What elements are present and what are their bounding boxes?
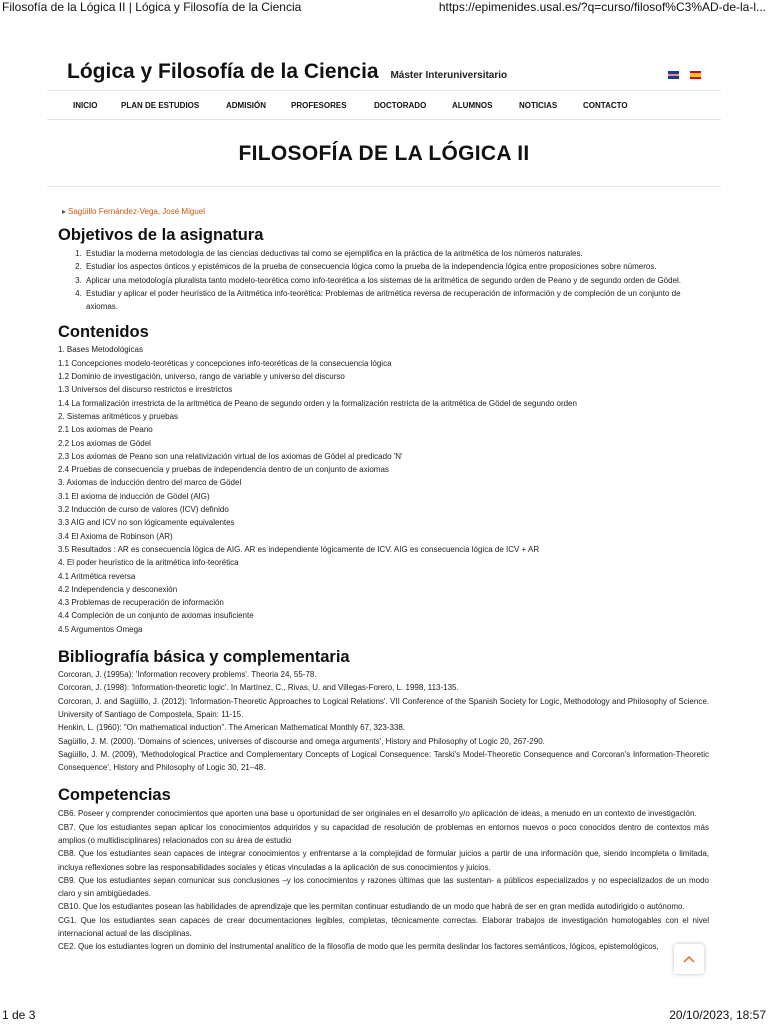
- list-item: 2.3 Los axiomas de Peano son una relativización virtual de los axiomas de Gödel al predicado 'N': [58, 451, 403, 461]
- list-item: Corcoran, J. and Sagüillo, J. (2012): 'Information-Theoretic Approaches to Logical Relations'. VII Conference of the Spanish Society for Logic, Methodology and Philosophy of Science. University of Santiago de Compostela, Spain: 11-15.: [58, 696, 709, 719]
- nav-item-contacto[interactable]: CONTACTO: [583, 100, 628, 110]
- print-header: [0, 0, 768, 16]
- list-item: 3.4 El Axioma de Robinson (AR): [58, 531, 173, 541]
- list-item: 3.2 Inducción de curso de valores (ICV) definido: [58, 505, 229, 515]
- list-item: 3.5 Resultados : AR es consecuencia lógica de AIG. AR es independiente lógicamente de ICV. AIG es consecuencia lógica de ICV + AR: [58, 544, 540, 554]
- section-competencias: [58, 786, 709, 953]
- site-title-text[interactable]: Lógica y Filosofía de la Ciencia: [67, 60, 379, 83]
- list-item: 1.3 Universos del discurso restrictos e irrestrictos: [58, 385, 233, 395]
- list-item: Henkin, L. (1960): "On mathematical induction". The American Mathematical Monthly 67, 323-338.: [58, 723, 406, 733]
- site-subtitle: Máster Interuniversitario: [390, 70, 508, 81]
- contenidos-list: [58, 343, 709, 636]
- nav-item-noticias[interactable]: NOTICIAS: [519, 100, 558, 110]
- triangle-right-icon: ▸: [62, 207, 67, 216]
- list-item: 2. Sistemas aritméticos y pruebas: [58, 411, 179, 421]
- bibliografia-heading: Bibliografía básica y complementaria: [58, 648, 350, 667]
- professor-line: [62, 207, 721, 216]
- list-item: CB8. Que los estudiantes sean capaces de integrar conocimientos y enfrentarse a la complejidad de formular juicios a partir de una información que, siendo incompleta o limitada, incluya reflexiones sobre las responsabilidades sociales y éticas vinculadas a la aplicación de sus conocimientos y juicios.: [58, 849, 709, 872]
- list-item: 3.1 El axioma de inducción de Gödel (AIG): [58, 491, 210, 501]
- contenidos-heading: Contenidos: [58, 323, 149, 342]
- list-item: 3.3 AIG and ICV no son lógicamente equivalentes: [58, 518, 235, 528]
- nav-item-profesores[interactable]: PROFESORES: [291, 100, 347, 110]
- list-item: Sagüillo, J. M. (2009), 'Methodological Practice and Complementary Concepts of Logical Consequence: Tarski's Model-Theoretic Consequence and Corcoran's Information-Theoretic Consequence', History and Philosophy of Logic 30, 21–48.: [58, 749, 709, 773]
- list-item: CB6. Poseer y comprender conocimientos que aporten una base u oportunidad de ser originales en el desarrollo y/o aplicación de ideas, a menudo en un contexto de investigación.: [58, 809, 697, 819]
- list-item: 4.5 Argumentos Omega: [58, 624, 143, 634]
- print-page-title: Filosofía de la Lógica II | Lógica y Filosofía de la Ciencia: [2, 0, 302, 14]
- list-item: 1.4 La formalización irrestricta de la aritmética de Peano de segundo orden y la formalización restricta de la aritmética de Gödel de segundo orden: [58, 398, 577, 408]
- nav-item-alumnos[interactable]: ALUMNOS: [452, 100, 493, 110]
- list-item: 1. Bases Metodológicas: [58, 345, 143, 355]
- list-item: 4.1 Aritmética reversa: [58, 571, 136, 581]
- list-item: CE2. Que los estudiantes logren un dominio del instrumental analítico de la filosofía de modo que les permita deslindar los factores semánticos, lógicos, epistemológicos,: [58, 942, 659, 952]
- print-page-count: 1 de 3: [2, 1008, 36, 1022]
- competencias-heading: Competencias: [58, 786, 171, 805]
- list-item: 4. El poder heurístico de la aritmética info-teorética: [58, 558, 239, 568]
- list-item: Corcoran, J. (1998): 'Information-theoretic logic'. In Martínez, C., Rivas, U. and Villegas-Forero, L. 1998, 113-135.: [58, 683, 459, 693]
- section-bibliografia: [58, 648, 709, 774]
- section-contenidos: [58, 323, 709, 636]
- list-item: CB9. Que los estudiantes sepan comunicar sus conclusiones –y los conocimientos y razones últimas que las sustentan- a públicos especializados y no especializados de un modo claro y sin ambigüedades.: [58, 875, 709, 899]
- site-container: [47, 56, 721, 952]
- section-objetivos: [58, 226, 709, 313]
- objetivos-heading: Objetivos de la asignatura: [58, 226, 264, 244]
- list-item: 1.1 Concepciones modelo-teoréticas y concepciones info-teoréticas de la consecuencia lógica: [58, 358, 392, 368]
- list-item: 2. Estudiar los aspectos ónticos y epistémicos de la prueba de consecuencia lógica como la prueba de la independencia lógica entre proposiciones sobre números.: [84, 260, 709, 273]
- back-to-top-button[interactable]: [674, 944, 704, 974]
- main-content: [47, 201, 721, 954]
- list-item: 4.3 Problemas de recuperación de información: [58, 598, 224, 608]
- nav-item-doctorado[interactable]: DOCTORADO: [374, 100, 427, 110]
- main-nav: [47, 91, 721, 120]
- bibliografia-list: [58, 668, 709, 774]
- site-header: [47, 56, 721, 91]
- list-item: Sagüillo, J. M. (2000). 'Domains of sciences, universes of discourse and omega arguments', History and Philosophy of Logic 20, 267-290.: [58, 736, 545, 746]
- list-item: 3. Aplicar una metodología pluralista tanto modelo-teorética como info-teorética a los sistemas de la aritmética de segundo orden de Peano y de segundo orden de Gödel.: [84, 274, 709, 287]
- nav-item-plan-de-estudios[interactable]: PLAN DE ESTUDIOS: [121, 100, 200, 110]
- list-item: 2.1 Los axiomas de Peano: [58, 425, 153, 435]
- list-item: 2.4 Pruebas de consecuencia y pruebas de independencia dentro de un conjunto de axiomas: [58, 465, 389, 475]
- competencias-list: [58, 807, 709, 953]
- page-title: FILOSOFÍA DE LA LÓGICA II: [238, 142, 530, 165]
- professor-link[interactable]: Sagüillo Fernández-Vega, José Miguel: [68, 207, 205, 216]
- list-item: 1.2 Dominio de investigación, universo, rango de variable y universo del discurso: [58, 372, 345, 382]
- chevron-up-icon: [683, 955, 695, 963]
- list-item: 3. Axiomas de inducción dentro del marco de Gödel: [58, 478, 242, 488]
- print-datetime: 20/10/2023, 18:57: [669, 1008, 766, 1022]
- list-item: 2.2 Los axiomas de Gödel: [58, 438, 151, 448]
- list-item: CG1. Que los estudiantes sean capaces de crear documentaciones legibles, completas, técnicamente correctas. Elaborar trabajos de investigación homologables con el nivel internacional actual de las disciplinas.: [58, 915, 709, 939]
- list-item: 1. Estudiar la moderna metodología de las ciencias deductivas tal como se ejemplifica en la práctica de la aritmética de los números naturales.: [84, 247, 709, 260]
- print-url: https://epimenides.usal.es/?q=curso/filosof%C3%AD-de-la-l...: [438, 0, 766, 14]
- flag-es-icon[interactable]: [690, 71, 701, 79]
- list-item: Corcoran, J. (1995a): 'Information recovery problems'. Theoria 24, 55-78.: [58, 670, 317, 680]
- site-title[interactable]: [67, 60, 507, 84]
- print-footer: [0, 1008, 768, 1024]
- list-item: 4. Estudiar y aplicar el poder heurístico de la Aritmética info-teorética: Problemas de aritmética reversa de recuperación de información y de compleción de un conjunto de axiomas.: [84, 287, 709, 314]
- page-title-banner: [47, 120, 721, 187]
- list-item: CB7. Que los estudiantes sepan aplicar los conocimientos adquiridos y su capacidad de resolución de problemas en entornos nuevos o poco conocidos dentro de contextos más amplios (o multidisciplinares) relacionados con su área de estudio: [58, 822, 709, 845]
- nav-item-inicio[interactable]: INICIO: [73, 100, 98, 110]
- list-item: CB10. Que los estudiantes posean las habilidades de aprendizaje que les permitan continuar estudiando de un modo que habrá de ser en gran medida autodirigido o autónomo.: [58, 902, 685, 912]
- list-item: 4.4 Compleción de un conjunto de axiomas insuficiente: [58, 611, 254, 621]
- flag-uk-icon[interactable]: [668, 71, 679, 79]
- nav-item-admision[interactable]: ADMISIÓN: [226, 100, 266, 110]
- objetivos-list: [58, 247, 709, 313]
- list-item: 4.2 Independencia y desconexión: [58, 584, 178, 594]
